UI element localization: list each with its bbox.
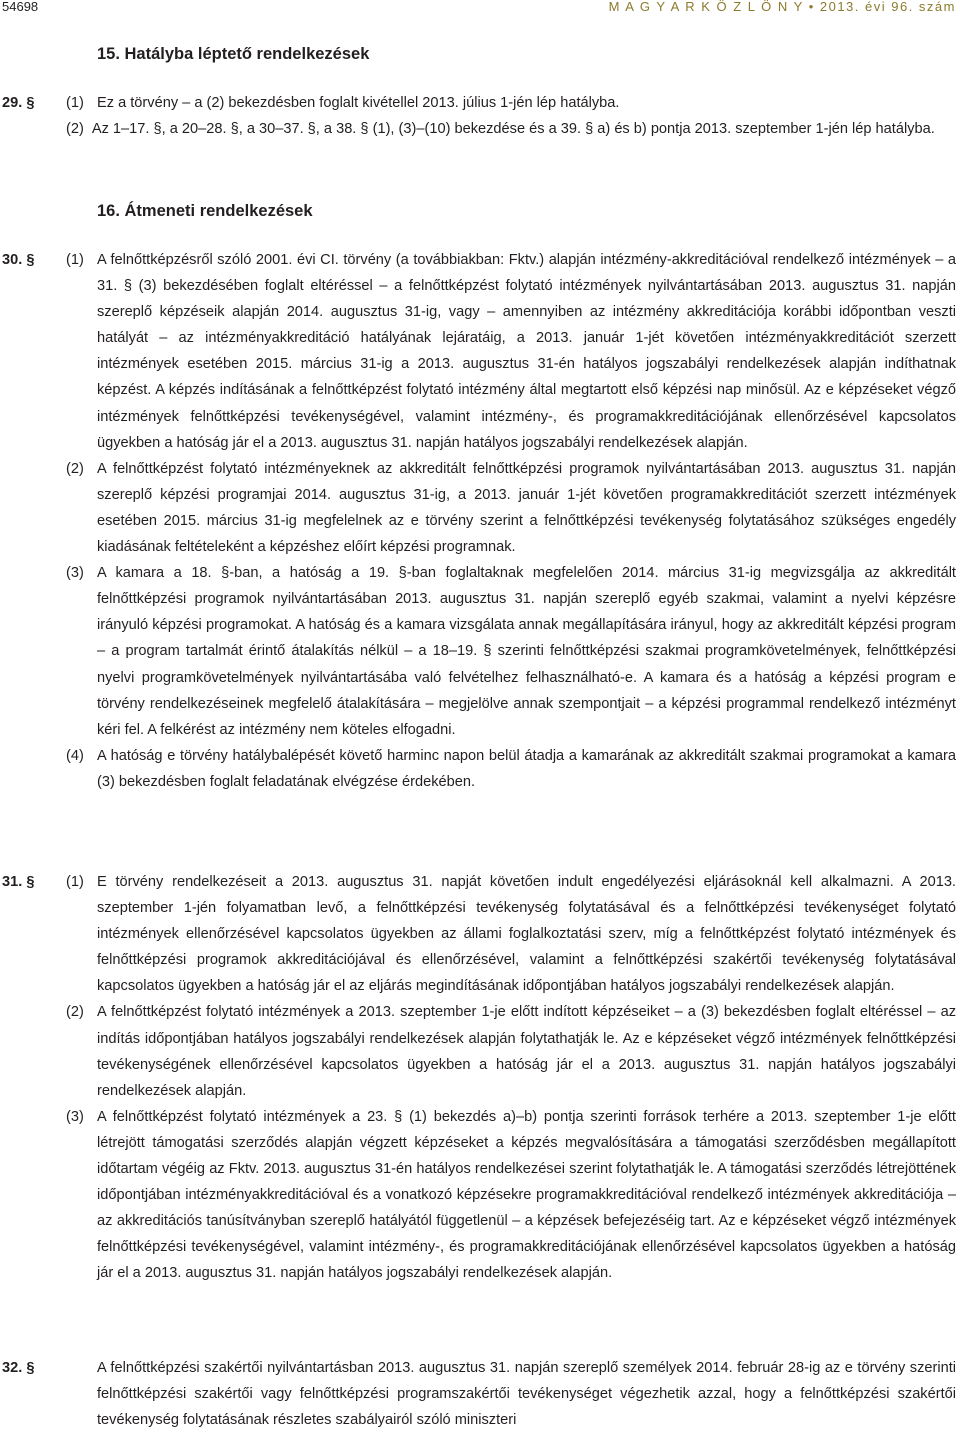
paragraph-text: Ez a törvény – a (2) bekezdésben foglalt kivétellel 2013. július 1-jén lép hatályba.	[97, 95, 620, 111]
paragraph-text: E törvény rendelkezéseit a 2013. augusztus 31. napját követően indult engedélyezési eljárásoknál kell alkalmazni. A 2013. szeptember 1-jén folyamatban levő, a felnőttképzési tevékenység folytatásával és a felnőttképzési tevékenységet folytató intézmények ellenőrzésével kapcsolatos ügyekben az állami foglalkoztatási szerv, míg a felnőttképzést folytató intézmények és felnőttképzési programok akkreditációjával és ellenőrzésével, valamint a felnőttképzési szakértői tevékenység folytatásával kapcsolatos ügyekben a hatóság jár el az eljárás megindításának időpontjában hatályos jogszabályi rendelkezések alapján.	[97, 874, 956, 995]
paragraph-number: (1)	[66, 252, 84, 268]
paragraph-2	[0, 456, 960, 560]
article-number: 32. §	[2, 1360, 35, 1376]
paragraph-text: A felnőttképzést folytató intézmények a 23. § (1) bekezdés a)–b) pontja szerinti források terhére a 2013. szeptember 1-je előtt létrejött támogatási szerződés alapján végzett képzéseket a képzés megvalósítására a támogatási szerződésben megállapított időtartam végéig az Fktv. 2013. augusztus 31-én hatályos rendelkezései szerint folytathatják le. A támogatási szerződés létrejöttének időpontjában intézményakkreditációval és a vonatkozó képzésekre programakkreditációval rendelkező intézmények akkreditációja – az akkreditációs tanúsítványban szereplő hatályától függetlenül – a képzések befejezéséig tart. Az e képzéseket végző intézmények felnőttképzési tevékenységével, valamint intézmény-, és programakkreditációjának ellenőrzésével kapcsolatos ügyekben a hatóság jár el a 2013. augusztus 31. napján hatályos jogszabályi rendelkezések alapján.	[97, 1108, 956, 1282]
article-32	[0, 1355, 960, 1433]
section-heading-16: 16. Átmeneti rendelkezések	[97, 202, 313, 220]
paragraph-1	[0, 90, 960, 116]
paragraph-number: (3)	[66, 1108, 84, 1125]
paragraph-text: A hatóság e törvény hatálybalépését követő harminc napon belül átadja a kamarának az akkreditált szakmai programokat a kamara (3) bekezdésben foglalt feladatának elvégzése érdekében.	[97, 747, 956, 790]
paragraph-1	[0, 247, 960, 456]
page-number: 54698	[2, 0, 39, 14]
section-heading-15: 15. Hatályba léptető rendelkezések	[97, 45, 370, 63]
paragraph-body	[0, 1355, 960, 1433]
paragraph-text: A felnőttképzést folytató intézményeknek az akkreditált felnőttképzési programok nyilvántartásában 2013. augusztus 31. napján szereplő képzési programjai 2014. augusztus 31-ig, a 2013. január 1-jét követően programakkreditációt szerzett intézmények esetében 2015. március 31-ig megfelelnek az e törvény szerint a felnőttképzési tevékenység folytatásához szükséges engedély kiadásának feltételeként a képzéshez előírt képzési programnak.	[97, 460, 956, 556]
paragraph-3	[0, 1104, 960, 1287]
article-number: 30. §	[2, 252, 35, 268]
article-number: 31. §	[2, 874, 35, 890]
paragraph-number: (2)	[66, 121, 84, 138]
paragraph-number: (3)	[66, 565, 84, 582]
paragraph-2	[0, 116, 960, 142]
paragraph-number: (2)	[66, 460, 84, 477]
article-number: 29. §	[2, 95, 35, 111]
paragraph-number: (4)	[66, 747, 84, 764]
paragraph-number: (1)	[66, 874, 84, 890]
paragraph-number: (2)	[66, 1004, 84, 1021]
article-30	[0, 247, 960, 795]
paragraph-3	[0, 560, 960, 743]
paragraph-text: A felnőttképzést folytató intézmények a 2013. szeptember 1-je előtt indított képzéseiket – a (3) bekezdésben foglalt eltéréssel – az indítás időpontjában hatályos jogszabályi rendelkezések alapján folytathatják le. Az e képzéseket végző intézmények felnőttképzési tevékenységének ellenőrzésével kapcsolatos ügyekben a hatóság jár el a 2013. augusztus 31. napján hatályos jogszabályi rendelkezések alapján.	[97, 1004, 956, 1099]
paragraph-4	[0, 743, 960, 795]
paragraph-number: (1)	[66, 95, 84, 111]
article-29	[0, 90, 960, 142]
paragraph-text: A felnőttképzési szakértői nyilvántartásban 2013. augusztus 31. napján szereplő személyek 2014. február 28-ig az e törvény szerinti felnőttképzési szakértői vagy felnőttképzési programszakértői tevékenységet végezhetik azzal, hogy a felnőttképzési szakértői tevékenység folytatásának részletes szabályairól szóló miniszteri	[97, 1360, 956, 1429]
paragraph-text: A felnőttképzésről szóló 2001. évi CI. törvény (a továbbiakban: Fktv.) alapján intézmény-akkreditációval rendelkező intézmények – a 31. § (3) bekezdésében foglalt eltéréssel – a felnőttképzést folytató intézmények nyilvántartásában 2013. augusztus 31. napján szereplő képzéseik alapján 2014. augusztus 31-ig, vagy – amennyiben az intézmény akkreditációja korábbi időpontban veszti hatályát – az intézményakkreditáció hatályának lejáratáig, a 2013. január 1-jét követően intézményakkreditációt szerzett intézmények esetében 2015. március 31-ig a 2013. augusztus 31-én hatályos jogszabályi rendelkezések alapján indíthatnak képzést. A képzés indításának a felnőttképzést folytató intézmény által megtartott első képzési nap minősül. Az e képzéseket végző intézmények felnőttképzési tevékenységével, valamint intézmény-, és programakkreditációjának ellenőrzésével kapcsolatos ügyekben a hatóság jár el a 2013. augusztus 31. napján hatályos jogszabályi rendelkezések alapján.	[97, 252, 956, 451]
article-31	[0, 869, 960, 1287]
journal-title: M A G Y A R K Ö Z L Ö N Y • 2013. évi 96. szám	[608, 0, 956, 14]
paragraph-text: A kamara a 18. §-ban, a hatóság a 19. §-ban foglaltaknak megfelelően 2014. március 31-ig megvizsgálja az akkreditált felnőttképzési programok nyilvántartásában 2013. augusztus 31. napján szereplő egyéb szakmai, valamint a nyelvi képzésre irányuló képzési programokat. A hatóság és a kamara vizsgálata annak megállapítására irányul, hogy az akkreditált képzési program – a program tartalmát érintő átalakítás nélkül – a 18–19. § szerinti felnőttképzési szakmai programkövetelmények, felnőttképzési nyelvi programkövetelmények nyilvántartásába való felvételhez felhasználható-e. A kamara és a hatóság a képzési program e törvény rendelkezéseinek megfelelő átalakítására – megjelölve annak szempontjait – a képzési programmal rendelkező intézményt kéri fel. A felkérést az intézmény nem köteles elfogadni.	[97, 565, 956, 738]
page-header	[0, 0, 960, 22]
paragraph-2	[0, 999, 960, 1103]
paragraph-1	[0, 869, 960, 999]
paragraph-text: Az 1–17. §, a 20–28. §, a 30–37. §, a 38. § (1), (3)–(10) bekezdése és a 39. § a) és b) pontja 2013. szeptember 1-jén lép hatályba.	[91, 121, 935, 138]
